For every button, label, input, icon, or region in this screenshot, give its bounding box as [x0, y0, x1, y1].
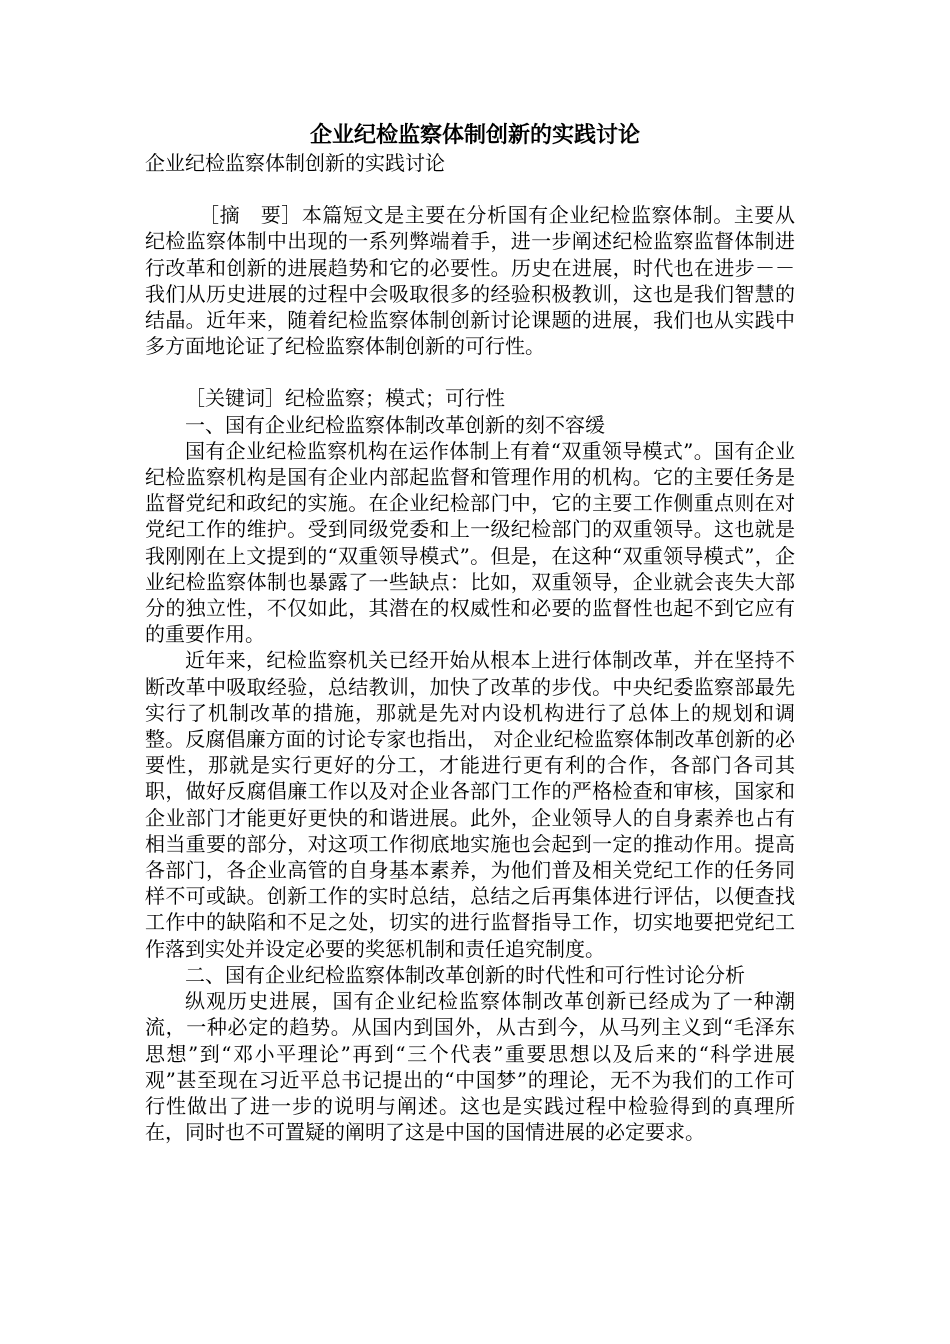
section-heading-2: 二、国有企业纪检监察体制改革创新的时代性和可行性讨论分析 [185, 962, 745, 987]
section1-paragraph-1: 国有企业纪检监察机构在运作体制上有着“双重领导模式”。国有企业纪检监察机构是国有企业内部起监督和管理作用的机构。它的主要任务是监督党纪和政纪的实施。在企业纪检部门中，它的主要工作侧重点则在对党纪工作的维护。受到同级党委和上一级纪检部门的双重领导。这也就是我刚刚在上文提到的“双重领导模式”。但是，在这种“双重领导模式”，企业纪检监察体制也暴露了一些缺点：比如，双重领导，企业就会丧失大部分的独立性，不仅如此，其潜在的权威性和必要的监督性也起不到它应有的重要作用。 [145, 438, 795, 647]
section1-paragraph-2: 近年来，纪检监察机关已经开始从根本上进行体制改革，并在坚持不断改革中吸取经验，总结教训，加快了改革的步伐。中央纪委监察部最先实行了机制改革的措施，那就是先对内设机构进行了总体上的规划和调整。反腐倡廉方面的讨论专家也指出， 对企业纪检监察体制改革创新的必要性，那就是实行更好的分工，才能进行更有利的合作，各部门各司其职，做好反腐倡廉工作以及对企业各部门工作的严格检查和审核，国家和企业部门才能更好更快的和谐进展。此外，企业领导人的自身素养也占有相当重要的部分，对这项工作彻底地实施也会起到一定的推动作用。提高各部门，各企业高管的自身基本素养，为他们普及相关党纪工作的任务同样不可或缺。创新工作的实时总结，总结之后再集体进行评估，以便查找工作中的缺陷和不足之处，切实的进行监督指导工作，切实地要把党纪工作落到实处并设定必要的奖惩机制和责任追究制度。 [145, 648, 795, 961]
document-subtitle: 企业纪检监察体制创新的实践讨论 [145, 151, 445, 175]
section-heading-1: 一、国有企业纪检监察体制改革创新的刻不容缓 [185, 412, 605, 437]
document-title: 企业纪检监察体制创新的实践讨论 [309, 122, 640, 148]
spacer [145, 359, 795, 385]
spacer [145, 176, 795, 202]
keywords-line: ［关键词］纪检监察；模式；可行性 [185, 386, 505, 411]
document-body [145, 150, 795, 1145]
section2-paragraph-1: 纵观历史进展，国有企业纪检监察体制改革创新已经成为了一种潮流，一种必定的趋势。从国内到国外，从古到今，从马列主义到“毛泽东思想”到“邓小平理论”再到“三个代表”重要思想以及后来的“科学进展观”甚至现在习近平总书记提出的“中国梦”的理论，无不为我们的工作可行性做出了进一步的说明与阐述。这也是实践过程中检验得到的真理所在，同时也不可置疑的阐明了这是中国的国情进展的必定要求。 [145, 989, 795, 1145]
abstract-paragraph: ［摘 要］本篇短文是主要在分析国有企业纪检监察体制。主要从纪检监察体制中出现的一系列弊端着手，进一步阐述纪检监察监督体制进行改革和创新的进展趋势和它的必要性。历史在进展，时代也在进步－－我们从历史进展的过程中会吸取很多的经验积极教训，这也是我们智慧的结晶。近年来，随着纪检监察体制创新讨论课题的进展，我们也从实践中多方面地论证了纪检监察体制创新的可行性。 [145, 203, 795, 359]
